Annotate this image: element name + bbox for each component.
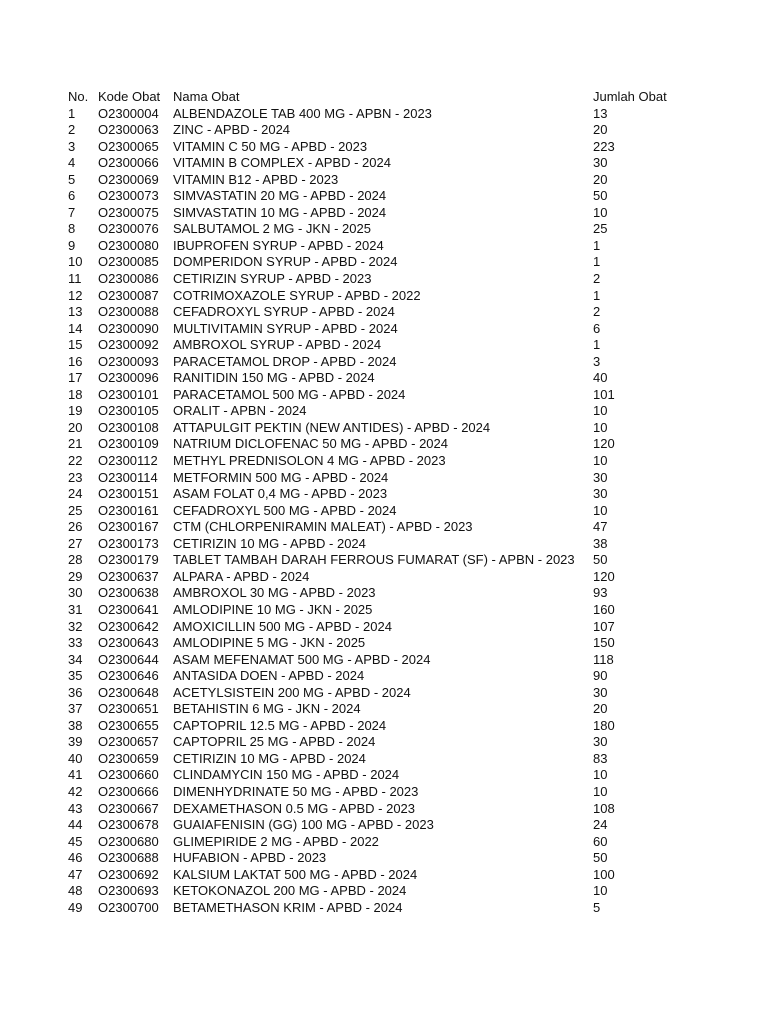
cell-nama-obat: ANTASIDA DOEN - APBD - 2024 <box>173 668 365 684</box>
cell-jumlah-obat: 93 <box>593 585 608 601</box>
medicine-table-sheet <box>68 89 708 916</box>
table-row <box>68 751 708 768</box>
table-row <box>68 784 708 801</box>
cell-nama-obat: ASAM FOLAT 0,4 MG - APBD - 2023 <box>173 486 388 502</box>
table-row <box>68 536 708 553</box>
cell-jumlah-obat: 20 <box>593 122 608 138</box>
cell-nama-obat: ZINC - APBD - 2024 <box>173 122 291 138</box>
cell-no: 12 <box>68 287 83 303</box>
cell-no: 32 <box>68 618 83 634</box>
cell-nama-obat: NATRIUM DICLOFENAC 50 MG - APBD - 2024 <box>173 436 448 452</box>
medicine-table <box>68 89 708 916</box>
table-row <box>68 403 708 420</box>
cell-nama-obat: AMBROXOL 30 MG - APBD - 2023 <box>173 585 376 601</box>
cell-nama-obat: SIMVASTATIN 20 MG - APBD - 2024 <box>173 188 387 204</box>
cell-jumlah-obat: 10 <box>593 883 608 899</box>
cell-kode-obat: O2300179 <box>98 552 159 568</box>
table-row <box>68 370 708 387</box>
cell-nama-obat: PARACETAMOL 500 MG - APBD - 2024 <box>173 386 406 402</box>
table-row <box>68 701 708 718</box>
table-row <box>68 238 708 255</box>
table-row <box>68 155 708 172</box>
cell-no: 4 <box>68 155 76 171</box>
cell-no: 6 <box>68 188 76 204</box>
table-row <box>68 552 708 569</box>
cell-kode-obat: O2300086 <box>98 271 159 287</box>
cell-no: 36 <box>68 684 83 700</box>
cell-nama-obat: KALSIUM LAKTAT 500 MG - APBD - 2024 <box>173 866 418 882</box>
table-row <box>68 453 708 470</box>
cell-kode-obat: O2300069 <box>98 171 159 187</box>
table-row <box>68 883 708 900</box>
cell-jumlah-obat: 25 <box>593 221 608 237</box>
cell-jumlah-obat: 47 <box>593 519 608 535</box>
cell-jumlah-obat: 2 <box>593 304 601 320</box>
cell-kode-obat: O2300688 <box>98 850 159 866</box>
cell-nama-obat: METFORMIN 500 MG - APBD - 2024 <box>173 469 389 485</box>
table-row <box>68 122 708 139</box>
cell-no: 43 <box>68 800 83 816</box>
cell-no: 49 <box>68 899 83 915</box>
cell-kode-obat: O2300666 <box>98 783 159 799</box>
cell-no: 34 <box>68 651 83 667</box>
cell-nama-obat: ORALIT - APBN - 2024 <box>173 403 307 419</box>
table-row <box>68 205 708 222</box>
cell-kode-obat: O2300092 <box>98 337 159 353</box>
cell-kode-obat: O2300114 <box>98 469 158 485</box>
cell-jumlah-obat: 108 <box>593 800 615 816</box>
cell-nama-obat: CTM (CHLORPENIRAMIN MALEAT) - APBD - 2023 <box>173 519 473 535</box>
cell-no: 15 <box>68 337 83 353</box>
cell-kode-obat: O2300101 <box>98 386 159 402</box>
cell-nama-obat: SIMVASTATIN 10 MG - APBD - 2024 <box>173 204 387 220</box>
cell-jumlah-obat: 30 <box>593 684 608 700</box>
cell-jumlah-obat: 2 <box>593 271 601 287</box>
cell-jumlah-obat: 3 <box>593 353 601 369</box>
cell-no: 33 <box>68 635 83 651</box>
cell-jumlah-obat: 10 <box>593 403 608 419</box>
cell-jumlah-obat: 100 <box>593 866 615 882</box>
cell-no: 25 <box>68 502 83 518</box>
cell-kode-obat: O2300087 <box>98 287 159 303</box>
cell-nama-obat: CEFADROXYL 500 MG - APBD - 2024 <box>173 502 397 518</box>
table-row <box>68 718 708 735</box>
table-row <box>68 271 708 288</box>
cell-no: 46 <box>68 850 83 866</box>
cell-jumlah-obat: 30 <box>593 469 608 485</box>
cell-nama-obat: METHYL PREDNISOLON 4 MG - APBD - 2023 <box>173 453 446 469</box>
cell-no: 48 <box>68 883 83 899</box>
cell-kode-obat: O2300088 <box>98 304 159 320</box>
cell-jumlah-obat: 1 <box>593 254 601 270</box>
table-row <box>68 221 708 238</box>
cell-jumlah-obat: 24 <box>593 817 608 833</box>
cell-no: 29 <box>68 568 83 584</box>
table-row <box>68 304 708 321</box>
cell-kode-obat: O2300693 <box>98 883 159 899</box>
cell-no: 38 <box>68 717 83 733</box>
table-header <box>68 89 708 106</box>
table-row <box>68 734 708 751</box>
cell-jumlah-obat: 1 <box>593 287 601 303</box>
cell-no: 1 <box>68 105 76 121</box>
cell-no: 44 <box>68 817 83 833</box>
cell-no: 19 <box>68 403 83 419</box>
table-row <box>68 387 708 404</box>
table-row <box>68 470 708 487</box>
cell-jumlah-obat: 1 <box>593 337 601 353</box>
cell-no: 18 <box>68 386 83 402</box>
cell-nama-obat: VITAMIN B COMPLEX - APBD - 2024 <box>173 155 391 171</box>
table-row <box>68 519 708 536</box>
table-row <box>68 619 708 636</box>
cell-kode-obat: O2300660 <box>98 767 159 783</box>
cell-kode-obat: O2300112 <box>98 453 158 469</box>
cell-no: 39 <box>68 734 83 750</box>
table-row <box>68 503 708 520</box>
cell-no: 22 <box>68 453 83 469</box>
table-row <box>68 602 708 619</box>
cell-nama-obat: VITAMIN B12 - APBD - 2023 <box>173 171 339 187</box>
cell-no: 41 <box>68 767 83 783</box>
cell-jumlah-obat: 10 <box>593 453 608 469</box>
cell-nama-obat: DOMPERIDON SYRUP - APBD - 2024 <box>173 254 398 270</box>
cell-nama-obat: AMBROXOL SYRUP - APBD - 2024 <box>173 337 382 353</box>
cell-jumlah-obat: 120 <box>593 568 615 584</box>
table-row <box>68 254 708 271</box>
table-row <box>68 106 708 123</box>
cell-kode-obat: O2300680 <box>98 833 159 849</box>
cell-no: 21 <box>68 436 83 452</box>
header-no: No. <box>68 89 89 104</box>
cell-kode-obat: O2300108 <box>98 419 159 435</box>
cell-jumlah-obat: 10 <box>593 783 608 799</box>
cell-nama-obat: MULTIVITAMIN SYRUP - APBD - 2024 <box>173 320 398 336</box>
table-row <box>68 585 708 602</box>
cell-kode-obat: O2300109 <box>98 436 159 452</box>
cell-kode-obat: O2300066 <box>98 155 159 171</box>
cell-jumlah-obat: 40 <box>593 370 608 386</box>
cell-jumlah-obat: 20 <box>593 701 608 717</box>
cell-jumlah-obat: 10 <box>593 204 608 220</box>
cell-kode-obat: O2300063 <box>98 122 159 138</box>
cell-kode-obat: O2300004 <box>98 105 159 121</box>
table-row <box>68 569 708 586</box>
cell-jumlah-obat: 107 <box>593 618 615 634</box>
cell-jumlah-obat: 10 <box>593 502 608 518</box>
cell-nama-obat: DEXAMETHASON 0.5 MG - APBD - 2023 <box>173 800 416 816</box>
cell-no: 17 <box>68 370 83 386</box>
cell-nama-obat: ALBENDAZOLE TAB 400 MG - APBN - 2023 <box>173 105 432 121</box>
cell-kode-obat: O2300090 <box>98 320 159 336</box>
cell-jumlah-obat: 160 <box>593 601 615 617</box>
cell-kode-obat: O2300161 <box>98 502 159 518</box>
cell-jumlah-obat: 13 <box>593 105 608 121</box>
cell-no: 20 <box>68 419 83 435</box>
table-row <box>68 867 708 884</box>
table-row <box>68 668 708 685</box>
cell-nama-obat: KETOKONAZOL 200 MG - APBD - 2024 <box>173 883 407 899</box>
cell-kode-obat: O2300073 <box>98 188 159 204</box>
cell-kode-obat: O2300105 <box>98 403 159 419</box>
table-row <box>68 486 708 503</box>
table-row <box>68 321 708 338</box>
table-row <box>68 420 708 437</box>
cell-kode-obat: O2300644 <box>98 651 159 667</box>
table-row <box>68 172 708 189</box>
cell-no: 40 <box>68 750 83 766</box>
cell-jumlah-obat: 120 <box>593 436 615 452</box>
cell-no: 8 <box>68 221 76 237</box>
cell-no: 28 <box>68 552 83 568</box>
cell-jumlah-obat: 90 <box>593 668 608 684</box>
cell-nama-obat: TABLET TAMBAH DARAH FERROUS FUMARAT (SF) - APBN - 2023 <box>173 552 575 568</box>
cell-no: 30 <box>68 585 83 601</box>
cell-jumlah-obat: 60 <box>593 833 608 849</box>
cell-no: 9 <box>68 237 76 253</box>
cell-nama-obat: CAPTOPRIL 12.5 MG - APBD - 2024 <box>173 717 387 733</box>
table-row <box>68 436 708 453</box>
cell-no: 26 <box>68 519 83 535</box>
cell-kode-obat: O2300643 <box>98 635 159 651</box>
cell-kode-obat: O2300657 <box>98 734 159 750</box>
table-row <box>68 767 708 784</box>
cell-jumlah-obat: 38 <box>593 535 608 551</box>
cell-no: 16 <box>68 353 83 369</box>
cell-kode-obat: O2300648 <box>98 684 159 700</box>
table-row <box>68 685 708 702</box>
cell-no: 7 <box>68 204 76 220</box>
cell-kode-obat: O2300692 <box>98 866 159 882</box>
cell-kode-obat: O2300096 <box>98 370 159 386</box>
cell-kode-obat: O2300638 <box>98 585 159 601</box>
cell-kode-obat: O2300076 <box>98 221 159 237</box>
cell-nama-obat: CETIRIZIN 10 MG - APBD - 2024 <box>173 750 366 766</box>
cell-no: 13 <box>68 304 83 320</box>
cell-kode-obat: O2300173 <box>98 535 159 551</box>
cell-jumlah-obat: 6 <box>593 320 601 336</box>
cell-kode-obat: O2300651 <box>98 701 159 717</box>
cell-nama-obat: ATTAPULGIT PEKTIN (NEW ANTIDES) - APBD - 2024 <box>173 419 491 435</box>
cell-kode-obat: O2300167 <box>98 519 159 535</box>
cell-jumlah-obat: 118 <box>593 651 614 667</box>
cell-no: 31 <box>68 601 83 617</box>
table-row <box>68 850 708 867</box>
cell-nama-obat: AMLODIPINE 5 MG - JKN - 2025 <box>173 635 366 651</box>
cell-no: 10 <box>68 254 83 270</box>
cell-nama-obat: BETAMETHASON KRIM - APBD - 2024 <box>173 899 403 915</box>
cell-jumlah-obat: 150 <box>593 635 615 651</box>
cell-no: 37 <box>68 701 83 717</box>
cell-nama-obat: DIMENHYDRINATE 50 MG - APBD - 2023 <box>173 783 419 799</box>
header-nama-obat: Nama Obat <box>173 89 240 104</box>
cell-nama-obat: COTRIMOXAZOLE SYRUP - APBD - 2022 <box>173 287 421 303</box>
cell-nama-obat: CLINDAMYCIN 150 MG - APBD - 2024 <box>173 767 400 783</box>
cell-no: 14 <box>68 320 83 336</box>
cell-kode-obat: O2300700 <box>98 899 159 915</box>
cell-jumlah-obat: 50 <box>593 188 608 204</box>
cell-jumlah-obat: 180 <box>593 717 615 733</box>
cell-kode-obat: O2300151 <box>98 486 159 502</box>
cell-kode-obat: O2300655 <box>98 717 159 733</box>
cell-jumlah-obat: 50 <box>593 552 608 568</box>
cell-nama-obat: AMLODIPINE 10 MG - JKN - 2025 <box>173 601 373 617</box>
cell-no: 27 <box>68 535 83 551</box>
header-kode-obat: Kode Obat <box>98 89 161 104</box>
cell-kode-obat: O2300641 <box>98 601 159 617</box>
cell-no: 45 <box>68 833 83 849</box>
cell-nama-obat: GLIMEPIRIDE 2 MG - APBD - 2022 <box>173 833 379 849</box>
cell-nama-obat: SALBUTAMOL 2 MG - JKN - 2025 <box>173 221 371 237</box>
header-jumlah-obat: Jumlah Obat <box>593 89 667 104</box>
cell-jumlah-obat: 10 <box>593 419 608 435</box>
cell-nama-obat: AMOXICILLIN 500 MG - APBD - 2024 <box>173 618 392 634</box>
table-row <box>68 635 708 652</box>
cell-no: 2 <box>68 122 76 138</box>
cell-nama-obat: ACETYLSISTEIN 200 MG - APBD - 2024 <box>173 684 411 700</box>
cell-jumlah-obat: 30 <box>593 486 608 502</box>
table-row <box>68 834 708 851</box>
table-row <box>68 354 708 371</box>
cell-jumlah-obat: 20 <box>593 171 608 187</box>
cell-jumlah-obat: 5 <box>593 899 601 915</box>
cell-kode-obat: O2300093 <box>98 353 159 369</box>
cell-kode-obat: O2300678 <box>98 817 159 833</box>
cell-nama-obat: BETAHISTIN 6 MG - JKN - 2024 <box>173 701 361 717</box>
cell-nama-obat: GUAIAFENISIN (GG) 100 MG - APBD - 2023 <box>173 817 434 833</box>
table-row <box>68 817 708 834</box>
table-row <box>68 139 708 156</box>
cell-kode-obat: O2300637 <box>98 568 159 584</box>
cell-no: 5 <box>68 171 76 187</box>
cell-nama-obat: IBUPROFEN SYRUP - APBD - 2024 <box>173 237 384 253</box>
cell-nama-obat: PARACETAMOL DROP - APBD - 2024 <box>173 353 397 369</box>
cell-jumlah-obat: 30 <box>593 734 608 750</box>
cell-kode-obat: O2300659 <box>98 750 159 766</box>
cell-nama-obat: CETIRIZIN SYRUP - APBD - 2023 <box>173 271 372 287</box>
cell-kode-obat: O2300646 <box>98 668 159 684</box>
cell-nama-obat: ALPARA - APBD - 2024 <box>173 568 310 584</box>
table-row <box>68 652 708 669</box>
header-row <box>68 89 708 106</box>
cell-no: 11 <box>68 271 82 287</box>
cell-no: 24 <box>68 486 83 502</box>
cell-jumlah-obat: 83 <box>593 750 608 766</box>
cell-kode-obat: O2300075 <box>98 204 159 220</box>
cell-kode-obat: O2300667 <box>98 800 159 816</box>
table-row <box>68 188 708 205</box>
cell-no: 35 <box>68 668 83 684</box>
table-body <box>68 106 708 917</box>
cell-no: 42 <box>68 783 83 799</box>
table-row <box>68 801 708 818</box>
table-row <box>68 900 708 917</box>
cell-no: 3 <box>68 138 76 154</box>
cell-no: 23 <box>68 469 83 485</box>
cell-nama-obat: RANITIDIN 150 MG - APBD - 2024 <box>173 370 375 386</box>
cell-nama-obat: CAPTOPRIL 25 MG - APBD - 2024 <box>173 734 376 750</box>
cell-kode-obat: O2300080 <box>98 237 159 253</box>
cell-kode-obat: O2300642 <box>98 618 159 634</box>
cell-nama-obat: HUFABION - APBD - 2023 <box>173 850 327 866</box>
cell-jumlah-obat: 223 <box>593 138 615 154</box>
cell-nama-obat: CEFADROXYL SYRUP - APBD - 2024 <box>173 304 395 320</box>
cell-jumlah-obat: 1 <box>593 237 601 253</box>
cell-jumlah-obat: 10 <box>593 767 608 783</box>
table-row <box>68 288 708 305</box>
cell-jumlah-obat: 50 <box>593 850 608 866</box>
cell-kode-obat: O2300065 <box>98 138 159 154</box>
cell-no: 47 <box>68 866 83 882</box>
cell-nama-obat: ASAM MEFENAMAT 500 MG - APBD - 2024 <box>173 651 431 667</box>
cell-jumlah-obat: 101 <box>593 386 615 402</box>
cell-jumlah-obat: 30 <box>593 155 608 171</box>
cell-kode-obat: O2300085 <box>98 254 159 270</box>
cell-nama-obat: CETIRIZIN 10 MG - APBD - 2024 <box>173 535 366 551</box>
table-row <box>68 337 708 354</box>
cell-nama-obat: VITAMIN C 50 MG - APBD - 2023 <box>173 138 368 154</box>
